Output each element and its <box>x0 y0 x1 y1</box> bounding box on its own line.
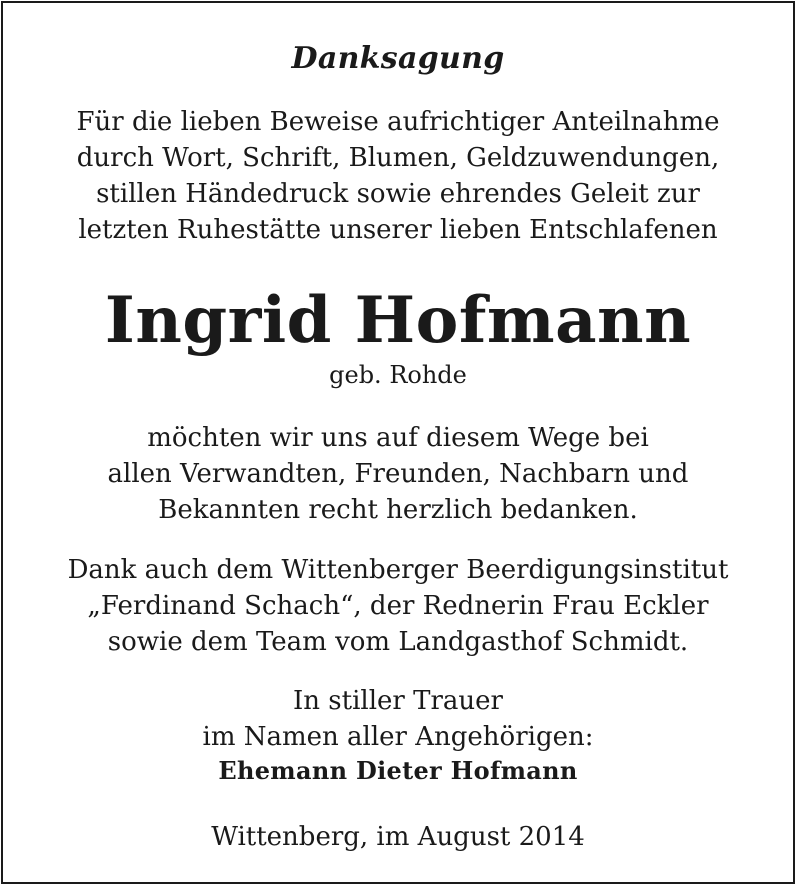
intro-line: stillen Händedruck sowie ehrendes Geleit zur <box>96 179 700 209</box>
birth-name: geb. Rohde <box>329 361 467 389</box>
additional-thanks-line: Dank auch dem Wittenberger Beerdigungsinstitut <box>67 555 729 585</box>
additional-thanks-line: „Ferdinand Schach“, der Rednerin Frau Eckler <box>87 591 709 621</box>
mourning-block <box>3 683 793 755</box>
thanks-line: allen Verwandten, Freunden, Nachbarn und <box>107 459 689 489</box>
deceased-name: Ingrid Hofmann <box>104 283 692 358</box>
intro-line: letzten Ruhestätte unserer lieben Entschlafenen <box>78 215 718 245</box>
obituary-notice <box>1 1 795 884</box>
additional-thanks-paragraph <box>3 552 793 660</box>
thanks-line: Bekannten recht herzlich bedanken. <box>158 495 638 525</box>
intro-paragraph <box>3 104 793 248</box>
thanks-line: möchten wir uns auf diesem Wege bei <box>147 423 649 453</box>
intro-line: Für die lieben Beweise aufrichtiger Anteilnahme <box>76 107 720 137</box>
mourning-line: In stiller Trauer <box>293 686 503 716</box>
thanks-paragraph <box>3 420 793 528</box>
place-date: Wittenberg, im August 2014 <box>211 822 585 852</box>
mourning-line: im Namen aller Angehörigen: <box>202 722 594 752</box>
additional-thanks-line: sowie dem Team vom Landgasthof Schmidt. <box>107 627 689 657</box>
notice-title: Danksagung <box>291 41 505 76</box>
signer-name: Ehemann Dieter Hofmann <box>218 756 578 785</box>
intro-line: durch Wort, Schrift, Blumen, Geldzuwendungen, <box>76 143 720 173</box>
